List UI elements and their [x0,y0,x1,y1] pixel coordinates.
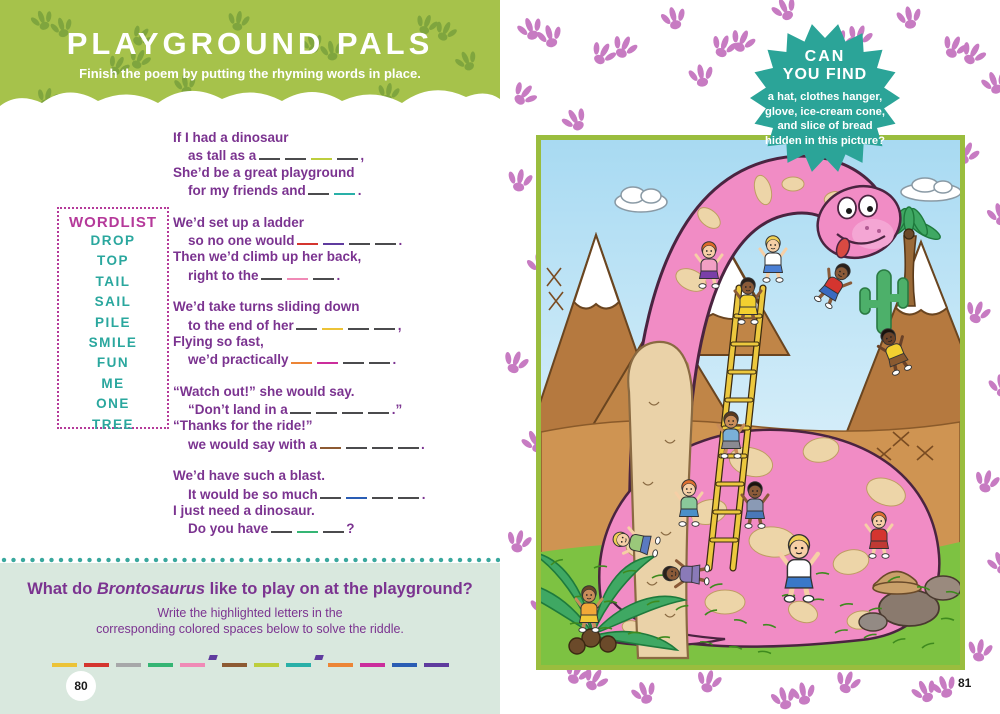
poem-word-blank [375,232,396,245]
wordlist-title: WORDLIST [69,214,157,231]
wordlist-word: FUN [96,355,130,371]
poem-stanza [173,468,473,538]
poem-line-text: as tall as a [188,148,257,164]
poem-word-blank [296,317,317,330]
poem-word-blank [271,520,292,533]
poem-line-text: Then we’d climb up her back, [173,249,362,265]
poem-line-text: It would be so much [188,486,318,502]
poem-line-text: for my friends and [188,183,306,199]
poem-line-text: right to the [188,267,259,283]
poem-word-blank [313,267,334,280]
riddle-answer-blank [180,663,205,673]
wordlist-word: ME [101,375,125,391]
poem-line-punctuation: .” [391,402,403,418]
poem-line-punctuation: ? [346,521,355,537]
poem-line [173,520,473,537]
riddle-answer-blank [116,663,141,673]
dino-footprint-icon [984,200,1000,229]
dino-footprint-icon [984,547,1000,577]
poem-stanza [173,215,473,285]
dino-footprint-icon [628,677,661,707]
riddle-question-post: like to play on at the playground? [205,580,473,598]
poem-line [173,182,473,199]
riddle-answer-blank [222,663,247,673]
poem-line-punctuation: . [392,352,397,368]
page-title: PLAYGROUND PALS [66,26,434,61]
poem-line-text: We’d set up a ladder [173,214,305,230]
dino-footprint-icon [978,67,1000,97]
page-instructions: Finish the poem by putting the rhyming words in place. [79,66,421,81]
dino-footprint-icon [961,297,994,327]
poem-line-text: We’d have such a blast. [173,468,326,484]
riddle-question-species: Brontosaurus [96,580,206,598]
riddle-answer-blank [392,663,417,673]
riddle-answer-blank [328,663,353,673]
poem-stanza [173,130,473,200]
page-81 [500,0,1000,714]
poem-word-blank [290,401,311,414]
dino-footprint-icon [506,77,541,112]
poem-word-blank [323,232,344,245]
poem-word-blank [372,486,393,499]
poem-word-blank [343,351,364,364]
poem-word-blank [317,351,338,364]
poem-line [173,147,473,164]
badge-body-text: a hat, clothes hanger, glove, ice-cream cone, and slice of bread hidden in this picture? [764,91,885,147]
poem-line-punctuation: . [357,183,362,199]
poem-line [173,215,473,232]
poem-line-text: so no one would [188,232,295,248]
poem-word-blank [369,351,390,364]
dino-footprint-icon [956,37,991,70]
poem-line-text: We’d take turns sliding down [173,299,360,315]
poem-word-blank [297,520,318,533]
poem-line [173,249,473,266]
poem-line [173,334,473,351]
poem-word-blank [334,182,355,195]
dino-footprint-icon [971,467,1000,496]
poem-stanza [173,299,473,369]
wordlist-items [59,231,167,435]
poem-line-text: to the end of her [188,317,294,333]
dino-footprint-icon [658,4,690,33]
poem-word-blank [320,436,341,449]
riddle-instruction-line2: corresponding colored spaces below to solve the riddle. [96,622,404,636]
riddle-answer-blank [286,663,311,673]
poem-word-blank [372,436,393,449]
poem-word-blank [349,232,370,245]
riddle-answer-blank [254,663,279,673]
poem-word-blank [287,267,308,280]
poem-line-text: we would say with a [188,436,318,452]
poem-word-blank [342,401,363,414]
poem-line [173,503,473,520]
poem-word-blank [320,486,341,499]
poem-word-blank [297,232,318,245]
poem-line-punctuation: , [360,148,365,164]
poem-word-blank [261,267,282,280]
poem-word-blank [322,317,343,330]
dino-footprint-icon [768,684,800,713]
dino-footprint-icon [964,637,995,664]
apostrophe-mark [314,655,324,660]
poem-line-text: Flying so fast, [173,333,264,349]
badge-heading-line2: YOU FIND [782,66,868,83]
poem-line [173,468,473,485]
poem-word-blank [285,147,306,160]
poem-line [173,267,473,284]
dino-footprint-icon [500,347,532,377]
poem-line [173,130,473,147]
poem-line [173,486,473,503]
poem-line-text: “Thanks for the ride!” [173,418,313,434]
poem-word-blank [337,147,358,160]
poem-word-blank [291,351,312,364]
wordlist-word: TREE [91,416,134,432]
poem-word-blank [316,401,337,414]
poem-line-text: If I had a dinosaur [173,130,289,145]
illustration-frame [536,135,965,670]
dino-footprint-icon [558,103,593,136]
scallop-edge [0,90,500,118]
riddle-answer-blank [148,663,173,673]
poem-line-punctuation: . [421,486,426,502]
poem-word-blank [398,436,419,449]
poem-line [173,418,473,435]
dino-footprint-icon [686,62,717,89]
dino-footprint-icon [788,680,819,707]
poem-line-punctuation: . [398,232,403,248]
poem-line-text: Do you have [188,521,269,537]
poem-line [173,351,473,368]
dino-footprint-icon [504,167,535,194]
poem-word-blank [311,147,332,160]
apostrophe-mark [208,655,218,660]
poem-line-punctuation: , [397,317,402,333]
poem-line [173,384,473,401]
wordlist-box [57,207,169,432]
poem-line [173,401,473,418]
poem-line-punctuation: . [336,267,341,283]
dino-footprint-icon [693,667,725,696]
wordlist-word: DROP [90,233,136,248]
poem-word-blank [374,317,395,330]
wordlist-word: PILE [94,314,131,330]
poem-word-blank [348,317,369,330]
poem-line [173,165,473,182]
poem-line-text: She’d be a great playground [173,164,355,180]
page-number-right: 81 [958,676,972,690]
poem-line [173,436,473,453]
poem-line-text: “Watch out!” she would say. [173,383,355,399]
dino-footprint-icon [831,667,864,697]
riddle-answer-blank [360,663,385,673]
riddle-instruction-line1: Write the highlighted letters in the [157,606,343,620]
poem-word-blank [368,401,389,414]
dino-footprint-icon [986,372,1000,399]
poem-word-blank [346,486,367,499]
poem-word-blank [323,520,344,533]
poem-word-blank [259,147,280,160]
poem-word-blank [346,436,367,449]
poem-word-blank [308,182,329,195]
wordlist-word: TOP [96,253,129,269]
poem-line [173,299,473,316]
wordlist-word: ONE [96,396,130,412]
wordlist-word: TAIL [95,273,131,289]
badge-heading-line1: CAN [804,48,846,65]
poem-line-punctuation: . [421,436,425,452]
poem-stanza [173,384,473,454]
riddle-answer-blank [52,663,77,673]
poem-line-text: I just need a dinosaur. [173,503,315,519]
poem-line-text: we’d practically [188,352,289,368]
wordlist-word: SAIL [94,294,132,310]
poem-line [173,317,473,334]
riddle-answer-blank [424,663,449,673]
can-you-find-badge [750,22,900,174]
page-number-left: 80 [66,671,96,701]
dinosaur-playground-illustration [541,140,960,665]
poem [173,130,473,553]
wordlist-word: SMILE [88,335,138,351]
riddle-instructions [0,605,500,637]
dino-footprint-icon [503,527,535,556]
page-header [0,0,500,118]
badge-text [761,48,889,148]
riddle-question [0,580,500,599]
poem-line [173,232,473,249]
poem-line-text: “Don’t land in a [188,402,288,418]
poem-word-blank [398,486,419,499]
riddle-question-pre: What do [27,580,97,598]
